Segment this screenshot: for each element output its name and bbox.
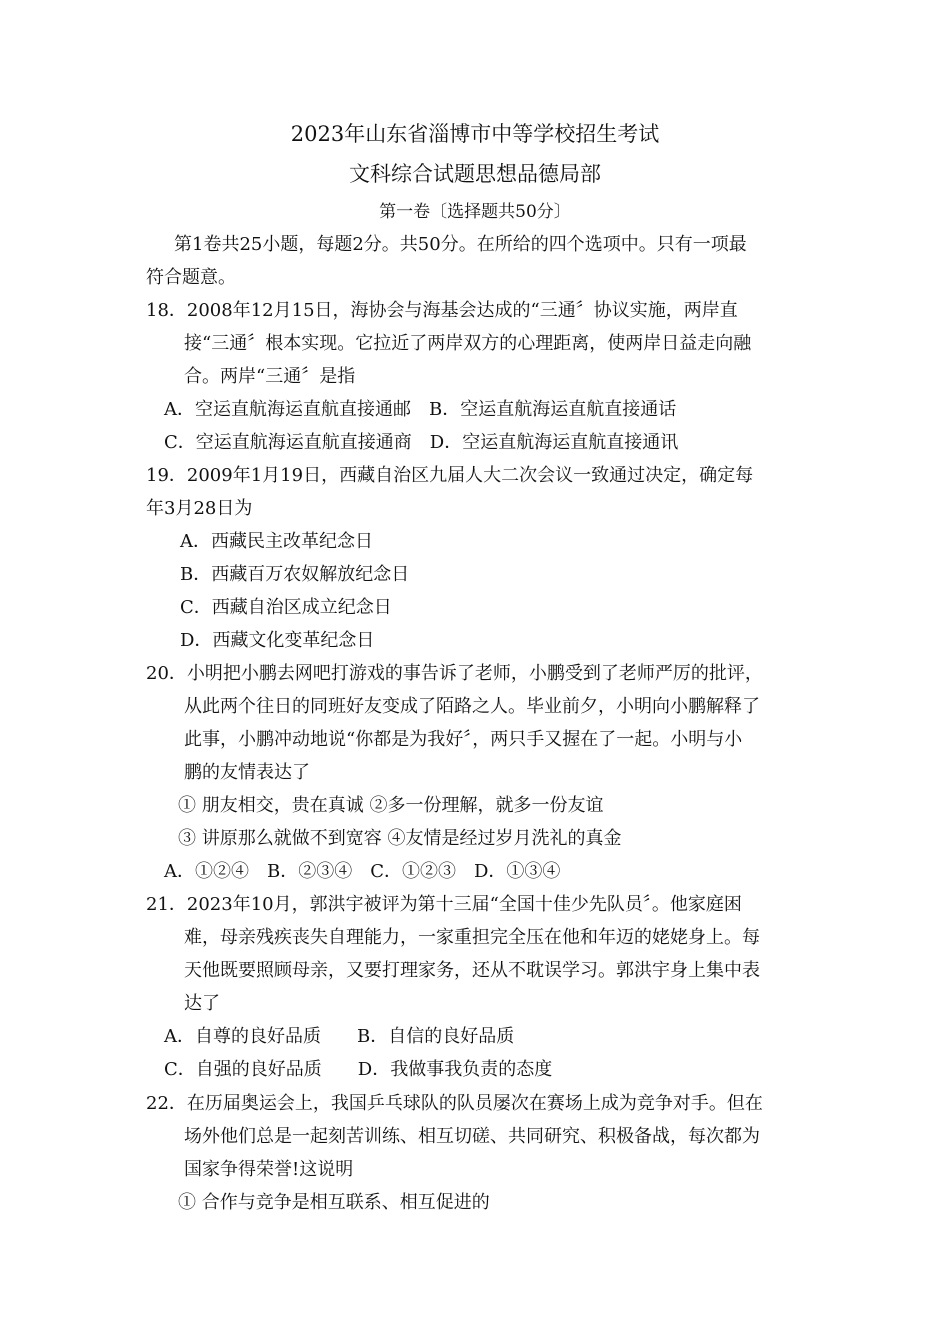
q19-stem-line-2: 年3月28日为 [146, 498, 253, 519]
exam-subtitle: 文科综合试题思想品德局部 [349, 162, 601, 186]
q19-option-a: A．西藏民主改革纪念日 [180, 531, 373, 552]
q19-option-c: C．西藏自治区成立纪念日 [180, 597, 392, 618]
q21-stem-line-2: 难，母亲残疾丧失自理能力，一家重担完全压在他和年迈的姥姥身上。每 [184, 927, 760, 948]
q18-options-ab: A．空运直航海运直航直接通邮 B．空运直航海运直航直接通话 [164, 399, 677, 420]
q21-stem-line-3: 天他既要照顾母亲，又要打理家务，还从不耽误学习。郭洪宇身上集中表 [184, 960, 760, 981]
q18-stem-line-2: 接“三通〞根本实现。它拉近了两岸双方的心理距离，使两岸日益走向融 [184, 333, 752, 354]
q22-stem-line-2: 场外他们总是一起刻苦训练、相互切磋、共同研究、积极备战，每次都为 [184, 1126, 760, 1147]
q20-stem-line-1: 20．小明把小鹏去网吧打游戏的事告诉了老师，小鹏受到了老师严厉的批评， [146, 663, 763, 684]
q21-stem-line-1: 21．2023年10月，郭洪宇被评为第十三届“全国十佳少先队员〞。他家庭困 [146, 894, 742, 915]
q19-stem-line-1: 19．2009年1月19日，西藏自治区九届人大二次会议一致通过决定，确定每 [146, 465, 754, 486]
q22-stem-line-1: 22．在历届奥运会上，我国乒乓球队的队员屡次在赛场上成为竞争对手。但在 [146, 1093, 763, 1114]
q18-options-cd: C．空运直航海运直航直接通商 D．空运直航海运直航直接通讯 [164, 432, 679, 453]
q20-statements-1: ① 朋友相交，贵在真诚 ②多一份理解，就多一份友谊 [178, 795, 604, 816]
q19-option-b: B．西藏百万农奴解放纪念日 [180, 564, 410, 585]
q20-statements-2: ③ 讲原那么就做不到宽容 ④友情是经过岁月洗礼的真金 [178, 828, 622, 849]
q21-stem-line-4: 达了 [184, 993, 220, 1014]
q19-option-d: D．西藏文化变革纪念日 [180, 630, 375, 651]
q20-options: A．①②④ B．②③④ C．①②③ D．①③④ [164, 861, 561, 882]
q21-options-cd: C．自强的良好品质 D．我做事我负责的态度 [164, 1059, 553, 1080]
q20-stem-line-3: 此事，小鹏冲动地说“你都是为我好〞，两只手又握在了一起。小明与小 [184, 729, 743, 750]
q20-stem-line-4: 鹏的友情表达了 [184, 762, 310, 783]
instructions-line-1: 第1卷共25小题，每题2分。共50分。在所给的四个选项中。只有一项最 [174, 234, 747, 255]
q18-stem-line-3: 合。两岸“三通〞是指 [184, 366, 356, 387]
q22-stem-line-3: 国家争得荣誉!这说明 [184, 1159, 354, 1180]
instructions-line-2: 符合题意。 [146, 267, 236, 288]
q22-statement-1: ① 合作与竞争是相互联系、相互促进的 [178, 1192, 490, 1213]
q20-stem-line-2: 从此两个往日的同班好友变成了陌路之人。毕业前夕，小明向小鹏解释了 [184, 696, 760, 717]
exam-title: 2023年山东省淄博市中等学校招生考试 [290, 122, 660, 146]
q21-options-ab: A．自尊的良好品质 B．自信的良好品质 [164, 1026, 515, 1047]
section-heading: 第一卷〔选择题共50分〕 [379, 202, 571, 222]
q18-stem-line-1: 18．2008年12月15日，海协会与海基会达成的“三通〞协议实施，两岸直 [146, 300, 738, 321]
